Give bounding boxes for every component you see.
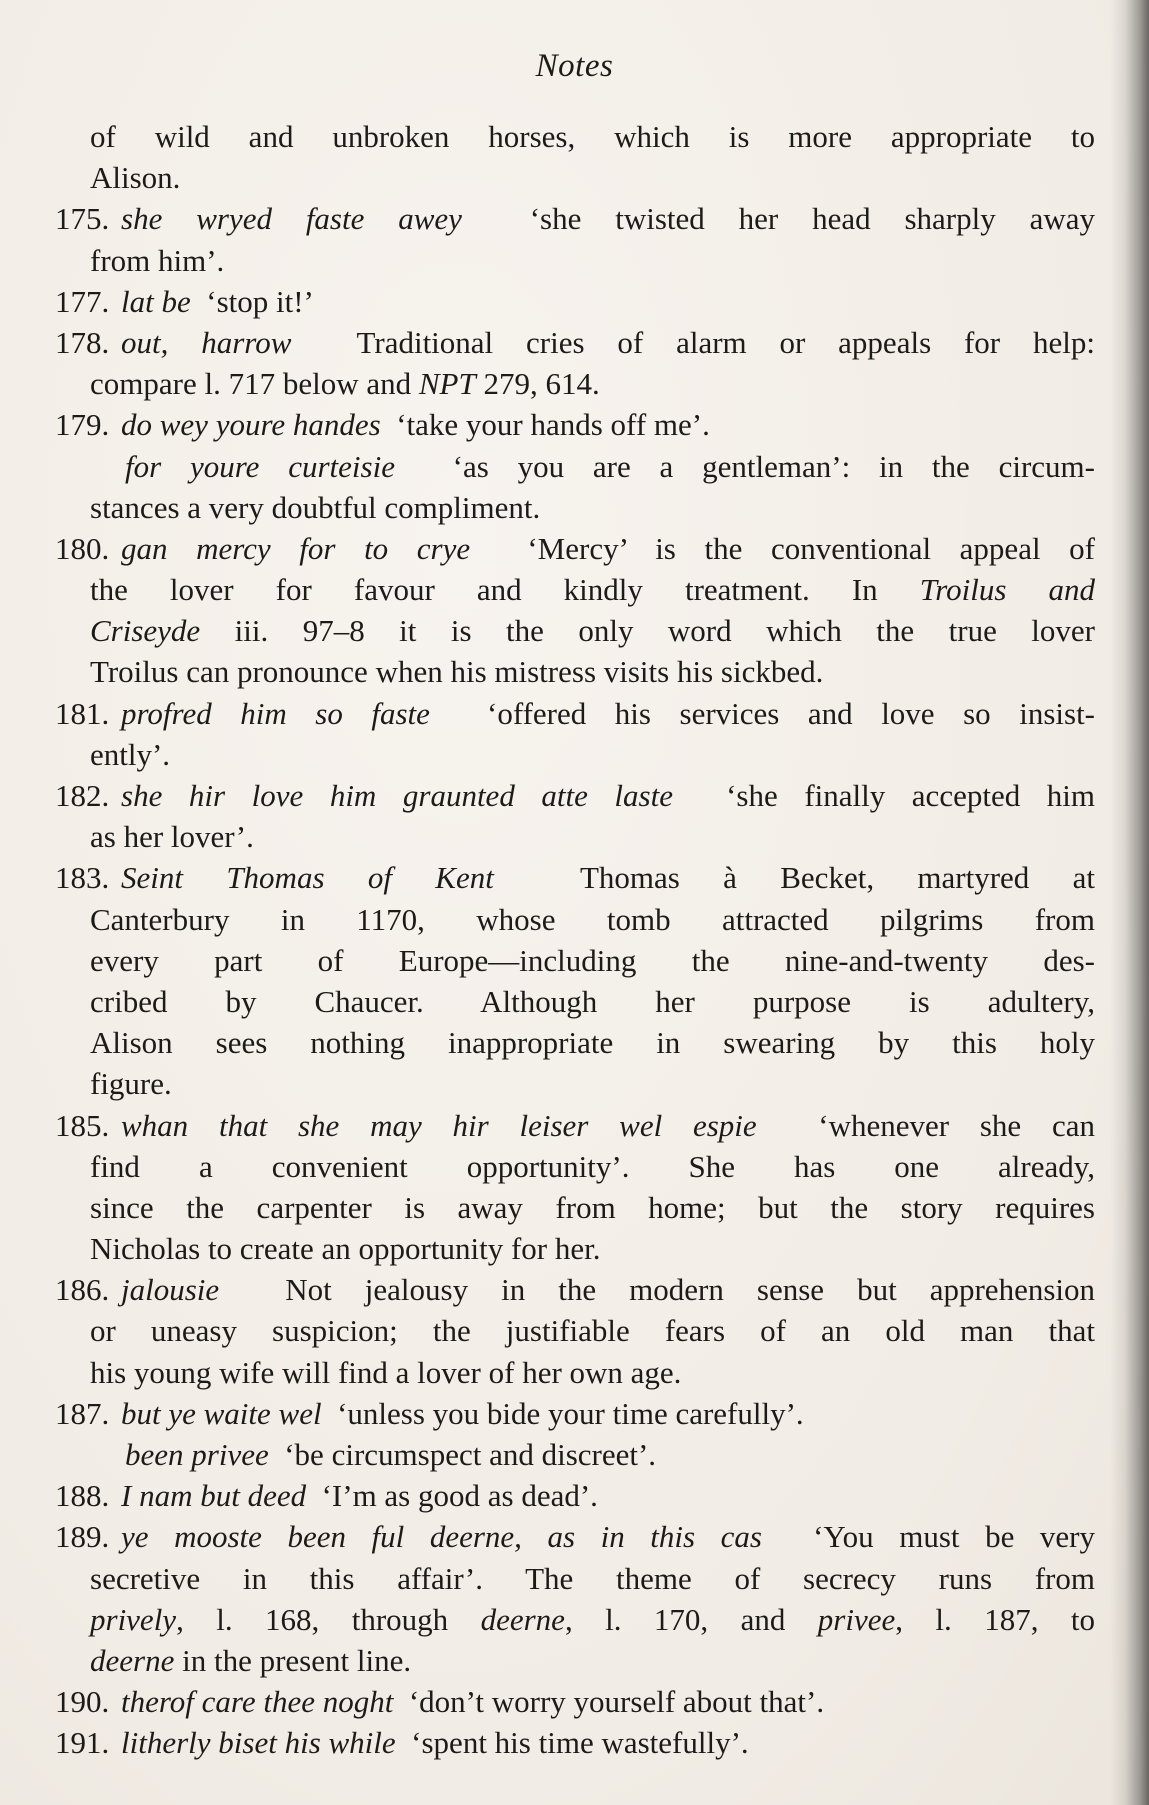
text-line: figure. <box>90 1066 172 1102</box>
note-sublemma: for youre curteisie <box>125 448 395 484</box>
text-line <box>55 693 1095 734</box>
note-gloss: ‘I’m as good as dead’. <box>321 1478 598 1514</box>
text-fragment: , l. 168, through <box>176 1601 481 1637</box>
note-gloss: ‘offered his services and love so insist- <box>487 695 1095 731</box>
note-lemma: out, harrow <box>121 324 292 360</box>
note-185 <box>55 1105 1095 1270</box>
text-fragment-italic: prively <box>90 1601 177 1637</box>
text-line: secretive in this affair’. The theme of secrecy runs from <box>90 1560 1095 1596</box>
text-line <box>55 198 1095 239</box>
text-line: Troilus can pronounce when his mistress visits his sickbed. <box>90 654 824 690</box>
text-line <box>55 1722 1095 1763</box>
text-line: his young wife will find a lover of her own age. <box>90 1354 682 1390</box>
text-line: of wild and unbroken horses, which is more appropriate to <box>90 119 1095 154</box>
note-lemma: I nam but deed <box>121 1478 307 1514</box>
text-line: Canterbury in 1170, whose tomb attracted pilgrims from <box>90 901 1095 937</box>
text-line <box>55 281 1095 322</box>
note-gloss: ‘she finally accepted him <box>726 778 1095 813</box>
note-lemma: do wey youre handes <box>121 407 381 443</box>
note-lemma: lat be <box>121 283 191 319</box>
text-fragment: , l. 187, to <box>895 1601 1095 1637</box>
note-number: 189. <box>55 1519 110 1555</box>
note-gloss: ‘she twisted her head sharply away <box>529 201 1095 237</box>
text-line <box>55 1434 1095 1475</box>
text-line <box>55 610 1095 651</box>
note-lemma: profred him so faste <box>121 695 430 731</box>
note-177 <box>55 281 1095 322</box>
note-gloss: ‘Mercy’ is the conventional appeal of <box>527 530 1095 566</box>
text-line <box>55 775 1095 816</box>
note-gloss: ‘take your hands off me’. <box>396 407 710 443</box>
note-lemma: she wryed faste awey <box>121 201 462 237</box>
text-line <box>55 1475 1095 1516</box>
note-number: 182. <box>55 778 110 813</box>
text-fragment-italic: NPT <box>418 366 476 402</box>
text-line <box>55 569 1095 610</box>
note-lemma: therof care thee noght <box>121 1684 394 1720</box>
note-lemma: whan that she may hir leiser wel espie <box>121 1107 757 1143</box>
note-subgloss: ‘be circumspect and discreet’. <box>284 1437 657 1472</box>
text-line <box>55 1516 1095 1557</box>
note-lemma: ye mooste been ful deerne, as in this cas <box>121 1519 762 1555</box>
text-line <box>55 322 1095 363</box>
note-lemma: jalousie <box>121 1272 220 1308</box>
note-183 <box>55 857 1095 1104</box>
text-line: stances a very doubtful compliment. <box>90 489 541 525</box>
note-lemma: but ye waite wel <box>121 1395 322 1431</box>
text-fragment: compare l. 717 below and <box>90 366 419 402</box>
text-line: from him’. <box>90 242 225 278</box>
note-gloss: ‘spent his time wastefully’. <box>411 1725 749 1761</box>
note-189 <box>55 1516 1095 1681</box>
text-line <box>55 363 1095 404</box>
text-line: cribed by Chaucer. Although her purpose is adultery, <box>90 983 1095 1019</box>
text-fragment-italic: Troilus and <box>919 572 1095 608</box>
note-190 <box>55 1681 1095 1722</box>
note-gloss: Traditional cries of alarm or appeals for help: <box>356 324 1095 360</box>
note-gloss: Not jealousy in the modern sense but apprehension <box>285 1272 1095 1308</box>
note-number: 190. <box>55 1684 110 1720</box>
note-number: 175. <box>55 201 110 237</box>
note-lemma: gan mercy for to crye <box>121 530 471 566</box>
text-line <box>55 446 1095 487</box>
note-lemma: litherly biset his while <box>121 1725 396 1761</box>
text-line <box>55 1269 1095 1310</box>
text-line: Alison. <box>90 160 181 196</box>
text-line: Nicholas to create an opportunity for her. <box>90 1231 601 1267</box>
text-line <box>55 528 1095 569</box>
note-number: 187. <box>55 1395 110 1431</box>
text-line <box>55 1393 1095 1434</box>
text-line: every part of Europe—including the nine-and-twenty des- <box>90 942 1095 978</box>
note-number: 191. <box>55 1725 110 1761</box>
text-line <box>55 1681 1095 1722</box>
note-gloss: ‘You must be very <box>813 1519 1095 1555</box>
text-line <box>55 1105 1095 1146</box>
note-number: 181. <box>55 695 110 731</box>
text-fragment: the lover for favour and kindly treatment. In <box>90 572 920 608</box>
note-sublemma: been privee <box>125 1437 269 1472</box>
note-number: 177. <box>55 283 110 319</box>
text-line <box>55 1640 1095 1681</box>
text-line <box>55 404 1095 445</box>
note-188 <box>55 1475 1095 1516</box>
text-fragment-italic: privee <box>817 1601 896 1637</box>
note-number: 183. <box>55 860 110 896</box>
note-number: 178. <box>55 324 110 360</box>
text-fragment-italic: deerne <box>480 1601 565 1637</box>
text-fragment: 279, 614. <box>475 366 600 402</box>
note-182 <box>55 775 1095 857</box>
text-fragment-italic: Criseyde <box>90 613 201 649</box>
text-fragment-italic: deerne <box>90 1642 175 1678</box>
text-fragment: in the present line. <box>174 1642 412 1678</box>
text-fragment: , l. 170, and <box>564 1601 818 1637</box>
text-fragment: iii. 97–8 it is the only word which the true lover <box>200 613 1095 649</box>
note-lemma: Seint Thomas of Kent <box>121 860 494 896</box>
note-continuation <box>55 116 1095 198</box>
note-gloss: ‘whenever she can <box>818 1107 1095 1143</box>
note-175 <box>55 198 1095 280</box>
note-subgloss: ‘as you are a gentleman’: in the circum- <box>452 448 1095 484</box>
text-line <box>55 1599 1095 1640</box>
note-191 <box>55 1722 1095 1763</box>
note-gloss: ‘stop it!’ <box>206 283 314 319</box>
note-186 <box>55 1269 1095 1393</box>
text-line <box>55 857 1095 898</box>
note-number: 179. <box>55 407 110 443</box>
note-number: 185. <box>55 1107 110 1143</box>
note-gloss: ‘don’t worry yourself about that’. <box>408 1684 825 1720</box>
note-number: 180. <box>55 530 110 566</box>
note-187 <box>55 1393 1095 1475</box>
notes-body <box>55 116 1095 1764</box>
note-number: 188. <box>55 1478 110 1514</box>
note-gloss: Thomas à Becket, martyred at <box>579 860 1095 896</box>
note-lemma: she hir love him graunted atte laste <box>121 778 673 813</box>
note-181 <box>55 693 1095 775</box>
running-head: Notes <box>535 48 614 84</box>
note-180 <box>55 528 1095 693</box>
text-line: or uneasy suspicion; the justifiable fears of an old man that <box>90 1313 1095 1349</box>
text-line: find a convenient opportunity’. She has one already, <box>90 1148 1095 1184</box>
text-line: since the carpenter is away from home; but the story requires <box>90 1189 1095 1225</box>
note-number: 186. <box>55 1272 110 1308</box>
note-gloss: ‘unless you bide your time carefully’. <box>337 1395 804 1431</box>
text-line: Alison sees nothing inappropriate in swearing by this holy <box>90 1025 1095 1061</box>
text-line: ently’. <box>90 736 171 772</box>
note-179 <box>55 404 1095 528</box>
note-178 <box>55 322 1095 404</box>
text-line: as her lover’. <box>90 819 254 855</box>
